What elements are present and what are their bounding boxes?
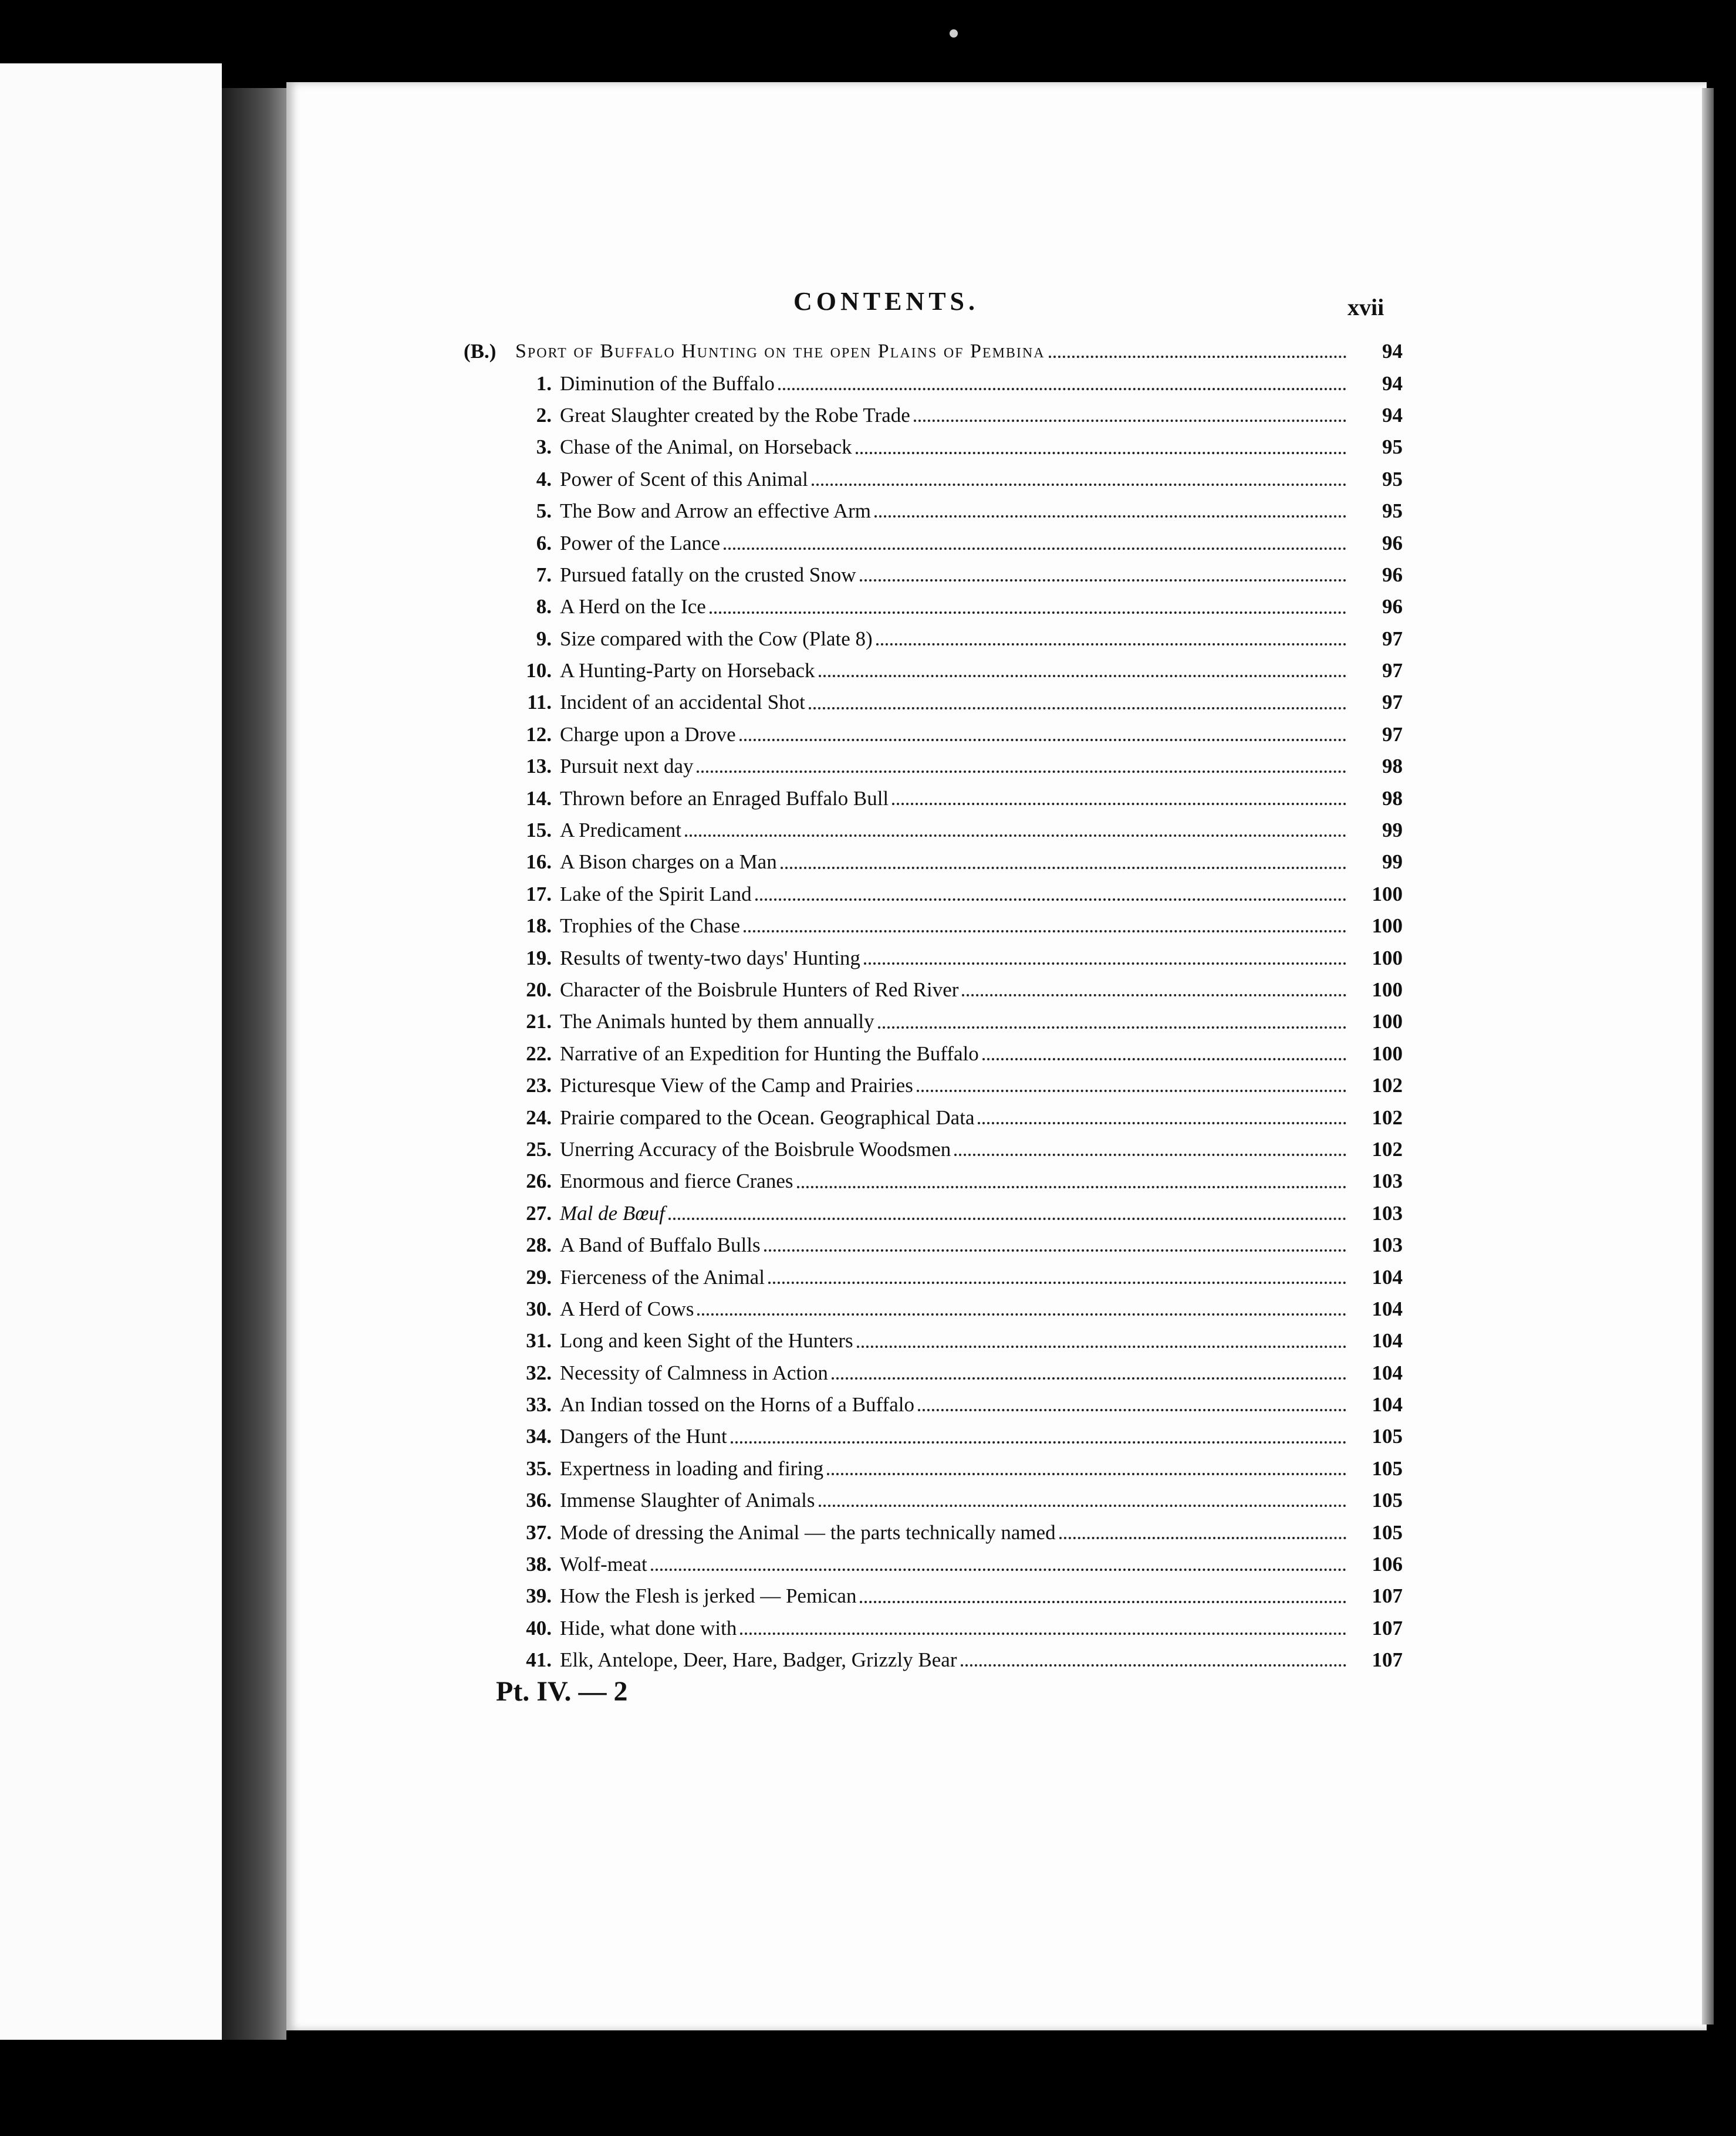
entry-title: Fierceness of the Animal	[560, 1265, 765, 1289]
entry-page: 105	[1372, 1425, 1403, 1448]
leader-dots	[876, 638, 1346, 645]
toc-entry	[464, 846, 1403, 878]
entry-number: 19.	[526, 946, 552, 969]
book-gutter	[222, 88, 286, 2040]
entry-page: 98	[1382, 755, 1403, 778]
entry-page: 95	[1382, 499, 1403, 523]
leader-dots	[978, 1117, 1346, 1124]
leader-dots	[918, 1404, 1346, 1411]
entry-title: Necessity of Calmness in Action	[560, 1361, 828, 1384]
toc-entry	[464, 527, 1403, 559]
entry-number: 29.	[526, 1265, 552, 1289]
toc-entry	[464, 974, 1403, 1006]
entry-page: 100	[1372, 946, 1403, 969]
entry-title: A Predicament	[560, 819, 682, 842]
entry-page: 104	[1372, 1393, 1403, 1417]
entry-page: 100	[1372, 1042, 1403, 1065]
entry-title: Trophies of the Chase	[560, 914, 740, 938]
entry-page: 100	[1372, 882, 1403, 905]
toc-entry	[464, 1070, 1403, 1101]
entry-number: 22.	[526, 1042, 552, 1065]
entry-title: A Hunting-Party on Horseback	[560, 659, 815, 682]
toc-entry	[464, 1421, 1403, 1452]
entry-title: Charge upon a Drove	[560, 722, 736, 746]
section-page: 94	[1382, 340, 1403, 363]
entry-page: 103	[1372, 1233, 1403, 1257]
entry-page: 96	[1382, 563, 1403, 586]
entry-title: Mal de Bœuf	[560, 1201, 665, 1225]
entry-title: Unerring Accuracy of the Boisbrule Woodsmen	[560, 1137, 951, 1161]
entry-title: Chase of the Animal, on Horseback	[560, 435, 852, 459]
leader-dots	[768, 1277, 1346, 1284]
entry-number: 12.	[526, 722, 552, 746]
toc-entry	[464, 1613, 1403, 1644]
leader-dots	[1059, 1532, 1346, 1539]
entry-page: 95	[1382, 435, 1403, 459]
section-marker: (B.)	[464, 340, 497, 363]
leader-dots	[697, 766, 1346, 773]
entry-number: 38.	[526, 1553, 552, 1576]
toc-entry	[464, 591, 1403, 623]
entry-title: Hide, what done with	[560, 1616, 737, 1640]
entry-title: Narrative of an Expedition for Hunting the Buffalo	[560, 1042, 979, 1065]
leader-dots	[819, 670, 1346, 677]
entry-number: 17.	[526, 882, 552, 905]
table-of-contents	[464, 336, 1403, 1676]
toc-entry	[464, 495, 1403, 527]
toc-entry	[464, 1357, 1403, 1389]
entry-title: How the Flesh is jerked — Pemican	[560, 1584, 857, 1608]
leader-dots	[982, 1053, 1346, 1060]
leader-dots	[917, 1085, 1346, 1092]
entry-number: 14.	[526, 786, 552, 810]
entry-title: Mode of dressing the Animal — the parts technically named	[560, 1520, 1056, 1544]
entry-number: 1.	[536, 371, 552, 395]
entry-title: Elk, Antelope, Deer, Hare, Badger, Grizzly Bear	[560, 1648, 957, 1672]
entry-title: A Herd on the Ice	[560, 595, 706, 619]
leader-dots	[857, 1341, 1346, 1348]
section-title: Sport of Buffalo Hunting on the open Plains of Pembina	[515, 340, 1045, 363]
entry-number: 6.	[536, 531, 552, 555]
toc-entry	[464, 687, 1403, 718]
entry-title: Enormous and fierce Cranes	[560, 1170, 793, 1193]
toc-entry	[464, 751, 1403, 782]
entry-number: 32.	[526, 1361, 552, 1384]
entry-number: 15.	[526, 819, 552, 842]
entry-number: 24.	[526, 1106, 552, 1129]
leader-dots	[860, 1596, 1346, 1603]
toc-entry	[464, 431, 1403, 463]
leader-dots	[878, 1022, 1346, 1029]
toc-entry	[464, 1229, 1403, 1261]
toc-entry	[464, 942, 1403, 974]
page-title: CONTENTS.	[793, 287, 980, 316]
entry-title: A Band of Buffalo Bulls	[560, 1233, 761, 1257]
toc-entry	[464, 1453, 1403, 1485]
entry-number: 23.	[526, 1074, 552, 1097]
entry-page: 94	[1382, 371, 1403, 395]
leader-dots	[739, 734, 1346, 741]
leader-dots	[961, 1660, 1346, 1667]
entry-title: Prairie compared to the Ocean. Geographical Data	[560, 1106, 975, 1129]
entry-title: A Bison charges on a Man	[560, 850, 777, 874]
entry-number: 28.	[526, 1233, 552, 1257]
entry-number: 4.	[536, 467, 552, 491]
toc-entry	[464, 655, 1403, 687]
entry-number: 26.	[526, 1170, 552, 1193]
entry-number: 41.	[526, 1648, 552, 1672]
entry-page: 102	[1372, 1106, 1403, 1129]
entry-title: Picturesque View of the Camp and Prairies	[560, 1074, 913, 1097]
toc-entry	[464, 464, 1403, 495]
entry-page: 104	[1372, 1361, 1403, 1384]
leader-dots	[764, 1245, 1346, 1252]
entry-page: 105	[1372, 1520, 1403, 1544]
entry-number: 39.	[526, 1584, 552, 1608]
entry-page: 94	[1382, 403, 1403, 427]
toc-entry	[464, 1198, 1403, 1229]
entry-number: 31.	[526, 1329, 552, 1353]
entry-number: 5.	[536, 499, 552, 523]
scan-spot	[950, 29, 958, 38]
toc-entry	[464, 814, 1403, 846]
toc-entry	[464, 1485, 1403, 1516]
entry-page: 107	[1372, 1648, 1403, 1672]
entry-title: Wolf-meat	[560, 1553, 647, 1576]
entry-title: Pursued fatally on the crusted Snow	[560, 563, 856, 586]
entry-number: 13.	[526, 755, 552, 778]
entry-page: 100	[1372, 914, 1403, 938]
entry-page: 96	[1382, 595, 1403, 619]
toc-entry	[464, 1038, 1403, 1070]
entry-title: A Herd of Cows	[560, 1297, 694, 1320]
entry-number: 35.	[526, 1456, 552, 1480]
entry-title: The Bow and Arrow an effective Arm	[560, 499, 872, 523]
toc-entry	[464, 1580, 1403, 1612]
entry-title: Thrown before an Enraged Buffalo Bull	[560, 786, 889, 810]
entry-page: 107	[1372, 1584, 1403, 1608]
entry-page: 95	[1382, 467, 1403, 491]
entry-number: 34.	[526, 1425, 552, 1448]
toc-entry	[464, 623, 1403, 655]
entry-title: Pursuit next day	[560, 755, 694, 778]
leader-dots	[962, 989, 1346, 996]
entry-title: Dangers of the Hunt	[560, 1425, 727, 1448]
toc-entries	[464, 367, 1403, 1676]
leader-dots	[864, 958, 1346, 965]
entry-page: 96	[1382, 531, 1403, 555]
entry-title: Great Slaughter created by the Robe Trade	[560, 403, 910, 427]
leader-dots	[832, 1373, 1346, 1380]
entry-title: The Animals hunted by them annually	[560, 1010, 874, 1033]
entry-page: 102	[1372, 1137, 1403, 1161]
entry-number: 7.	[536, 563, 552, 586]
entry-number: 10.	[526, 659, 552, 682]
entry-number: 36.	[526, 1489, 552, 1512]
toc-entry	[464, 782, 1403, 814]
entry-page: 105	[1372, 1489, 1403, 1512]
entry-page: 99	[1382, 850, 1403, 874]
entry-page: 97	[1382, 659, 1403, 682]
entry-page: 99	[1382, 819, 1403, 842]
leader-dots	[812, 479, 1346, 486]
entry-title: Size compared with the Cow (Plate 8)	[560, 627, 873, 650]
toc-entry	[464, 1006, 1403, 1037]
toc-entry	[464, 1101, 1403, 1133]
entry-number: 30.	[526, 1297, 552, 1320]
leader-dots	[954, 1149, 1346, 1156]
leader-dots	[731, 1437, 1346, 1444]
leader-dots	[856, 447, 1346, 454]
left-page	[0, 63, 222, 2040]
leader-dots	[1049, 351, 1346, 358]
toc-entry	[464, 1325, 1403, 1357]
leader-dots	[740, 1628, 1346, 1635]
toc-entry	[464, 1389, 1403, 1421]
entry-page: 98	[1382, 786, 1403, 810]
toc-entry	[464, 400, 1403, 431]
entry-page: 106	[1372, 1553, 1403, 1576]
toc-entry	[464, 559, 1403, 591]
entry-title: Power of Scent of this Animal	[560, 467, 808, 491]
entry-title: Expertness in loading and firing	[560, 1456, 824, 1480]
leader-dots	[744, 925, 1346, 932]
entry-page: 104	[1372, 1265, 1403, 1289]
entry-page: 105	[1372, 1456, 1403, 1480]
leader-dots	[710, 607, 1346, 614]
entry-title: Results of twenty-two days' Hunting	[560, 946, 860, 969]
entry-number: 2.	[536, 403, 552, 427]
entry-page: 100	[1372, 1010, 1403, 1033]
page-number: xvii	[1347, 294, 1384, 320]
leader-dots	[874, 511, 1346, 518]
leader-dots	[781, 862, 1346, 869]
toc-entry	[464, 878, 1403, 910]
leader-dots	[651, 1564, 1346, 1571]
leader-dots	[914, 415, 1346, 422]
entry-number: 18.	[526, 914, 552, 938]
toc-entry	[464, 1261, 1403, 1293]
toc-entry	[464, 367, 1403, 399]
entry-number: 16.	[526, 850, 552, 874]
section-heading-row	[464, 336, 1403, 367]
entry-page: 104	[1372, 1329, 1403, 1353]
entry-page: 97	[1382, 722, 1403, 746]
entry-page: 97	[1382, 691, 1403, 714]
toc-entry	[464, 1293, 1403, 1325]
page-edge	[1702, 88, 1714, 2025]
entry-number: 27.	[526, 1201, 552, 1225]
entry-page: 107	[1372, 1616, 1403, 1640]
entry-page: 102	[1372, 1074, 1403, 1097]
entry-page: 97	[1382, 627, 1403, 650]
entry-title: Diminution of the Buffalo	[560, 371, 775, 395]
entry-title: An Indian tossed on the Horns of a Buffalo	[560, 1393, 914, 1417]
toc-entry	[464, 1549, 1403, 1580]
leader-dots	[797, 1181, 1347, 1188]
entry-title: Character of the Boisbrule Hunters of Red River	[560, 978, 959, 1001]
toc-entry	[464, 1644, 1403, 1676]
entry-title: Incident of an accidental Shot	[560, 691, 805, 714]
entry-number: 9.	[536, 627, 552, 650]
leader-dots	[755, 894, 1346, 901]
entry-number: 21.	[526, 1010, 552, 1033]
entry-page: 104	[1372, 1297, 1403, 1320]
leader-dots	[778, 383, 1346, 390]
entry-title: Lake of the Spirit Land	[560, 882, 752, 905]
leader-dots	[860, 574, 1347, 582]
entry-page: 103	[1372, 1201, 1403, 1225]
entry-page: 100	[1372, 978, 1403, 1001]
entry-number: 37.	[526, 1520, 552, 1544]
leader-dots	[668, 1213, 1346, 1220]
leader-dots	[827, 1468, 1346, 1475]
leader-dots	[697, 1309, 1346, 1316]
entry-title: Power of the Lance	[560, 531, 721, 555]
leader-dots	[685, 830, 1346, 837]
entry-title: Long and keen Sight of the Hunters	[560, 1329, 853, 1353]
leader-dots	[892, 798, 1346, 805]
entry-number: 40.	[526, 1616, 552, 1640]
entry-title: Immense Slaughter of Animals	[560, 1489, 815, 1512]
toc-entry	[464, 1134, 1403, 1165]
entry-number: 8.	[536, 595, 552, 619]
toc-entry	[464, 719, 1403, 751]
entry-number: 3.	[536, 435, 552, 459]
entry-number: 20.	[526, 978, 552, 1001]
toc-entry	[464, 1165, 1403, 1197]
leader-dots	[724, 543, 1346, 550]
leader-dots	[819, 1500, 1346, 1507]
entry-number: 33.	[526, 1393, 552, 1417]
entry-page: 103	[1372, 1170, 1403, 1193]
leader-dots	[809, 702, 1346, 709]
signature-mark: Pt. IV. — 2	[496, 1676, 628, 1707]
toc-entry	[464, 910, 1403, 942]
toc-entry	[464, 1516, 1403, 1548]
entry-number: 11.	[527, 691, 552, 714]
entry-number: 25.	[526, 1137, 552, 1161]
